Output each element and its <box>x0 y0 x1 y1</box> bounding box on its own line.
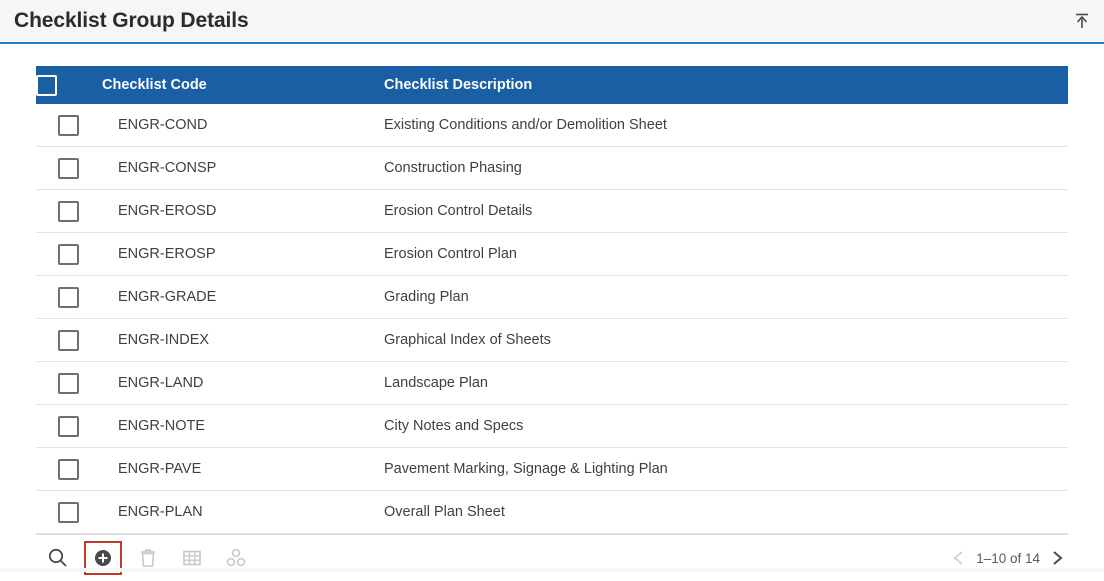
grid-icon <box>181 547 203 569</box>
chevron-left-icon <box>952 550 966 566</box>
row-checkbox[interactable] <box>58 502 79 523</box>
cell-checklist-description: Erosion Control Details <box>384 190 1068 233</box>
row-checkbox[interactable] <box>58 459 79 480</box>
row-checkbox[interactable] <box>58 416 79 437</box>
column-header-code[interactable]: Checklist Code <box>102 66 384 104</box>
cell-checklist-code: ENGR-EROSD <box>102 190 384 233</box>
table-body <box>36 104 1068 534</box>
cell-checklist-code: ENGR-PLAN <box>102 491 384 534</box>
cell-checklist-description: City Notes and Specs <box>384 405 1068 448</box>
pagination-range: 1–10 of 14 <box>976 550 1040 566</box>
chevron-right-icon <box>1050 550 1064 566</box>
table-container <box>0 44 1104 534</box>
row-select-cell <box>36 190 102 233</box>
row-checkbox[interactable] <box>58 373 79 394</box>
settings-icon <box>224 546 248 570</box>
bottom-strip <box>0 568 1104 572</box>
row-checkbox[interactable] <box>58 244 79 265</box>
cell-checklist-code: ENGR-GRADE <box>102 276 384 319</box>
table-row[interactable] <box>36 147 1068 190</box>
collapse-up-icon[interactable] <box>1070 9 1094 33</box>
column-header-description[interactable]: Checklist Description <box>384 66 1068 104</box>
grid-toolbar <box>36 534 1068 580</box>
row-checkbox[interactable] <box>58 115 79 136</box>
row-checkbox[interactable] <box>58 201 79 222</box>
table-row[interactable] <box>36 233 1068 276</box>
cell-checklist-code: ENGR-LAND <box>102 362 384 405</box>
select-all-checkbox[interactable] <box>36 75 57 96</box>
row-checkbox[interactable] <box>58 158 79 179</box>
cell-checklist-description: Overall Plan Sheet <box>384 491 1068 534</box>
cell-checklist-code: ENGR-PAVE <box>102 448 384 491</box>
cell-checklist-code: ENGR-NOTE <box>102 405 384 448</box>
previous-page-button[interactable] <box>948 547 970 569</box>
next-page-button[interactable] <box>1046 547 1068 569</box>
row-select-cell <box>36 319 102 362</box>
cell-checklist-description: Erosion Control Plan <box>384 233 1068 276</box>
search-icon <box>47 547 69 569</box>
cell-checklist-description: Pavement Marking, Signage & Lighting Plan <box>384 448 1068 491</box>
table-head <box>36 66 1068 104</box>
cell-checklist-code: ENGR-CONSP <box>102 147 384 190</box>
table-row[interactable] <box>36 276 1068 319</box>
cell-checklist-description: Landscape Plan <box>384 362 1068 405</box>
row-select-cell <box>36 448 102 491</box>
cell-checklist-description: Grading Plan <box>384 276 1068 319</box>
row-select-cell <box>36 233 102 276</box>
page-header <box>0 0 1104 44</box>
checklist-grid <box>36 66 1068 534</box>
select-all-header <box>36 66 102 104</box>
table-row[interactable] <box>36 319 1068 362</box>
row-select-cell <box>36 276 102 319</box>
delete-icon <box>137 547 159 569</box>
pagination <box>948 535 1068 581</box>
table-row[interactable] <box>36 190 1068 233</box>
table-row[interactable] <box>36 362 1068 405</box>
cell-checklist-code: ENGR-EROSP <box>102 233 384 276</box>
table-row[interactable] <box>36 104 1068 147</box>
row-checkbox[interactable] <box>58 287 79 308</box>
add-icon <box>92 547 114 569</box>
row-select-cell <box>36 362 102 405</box>
row-select-cell <box>36 491 102 534</box>
table-row[interactable] <box>36 491 1068 534</box>
cell-checklist-description: Existing Conditions and/or Demolition Sheet <box>384 104 1068 147</box>
cell-checklist-code: ENGR-INDEX <box>102 319 384 362</box>
table-row[interactable] <box>36 448 1068 491</box>
cell-checklist-description: Graphical Index of Sheets <box>384 319 1068 362</box>
row-select-cell <box>36 147 102 190</box>
cell-checklist-code: ENGR-COND <box>102 104 384 147</box>
row-select-cell <box>36 405 102 448</box>
cell-checklist-description: Construction Phasing <box>384 147 1068 190</box>
table-header-row <box>36 66 1068 104</box>
checklist-table <box>36 66 1068 534</box>
table-row[interactable] <box>36 405 1068 448</box>
page-title: Checklist Group Details <box>14 9 249 32</box>
row-select-cell <box>36 104 102 147</box>
row-checkbox[interactable] <box>58 330 79 351</box>
